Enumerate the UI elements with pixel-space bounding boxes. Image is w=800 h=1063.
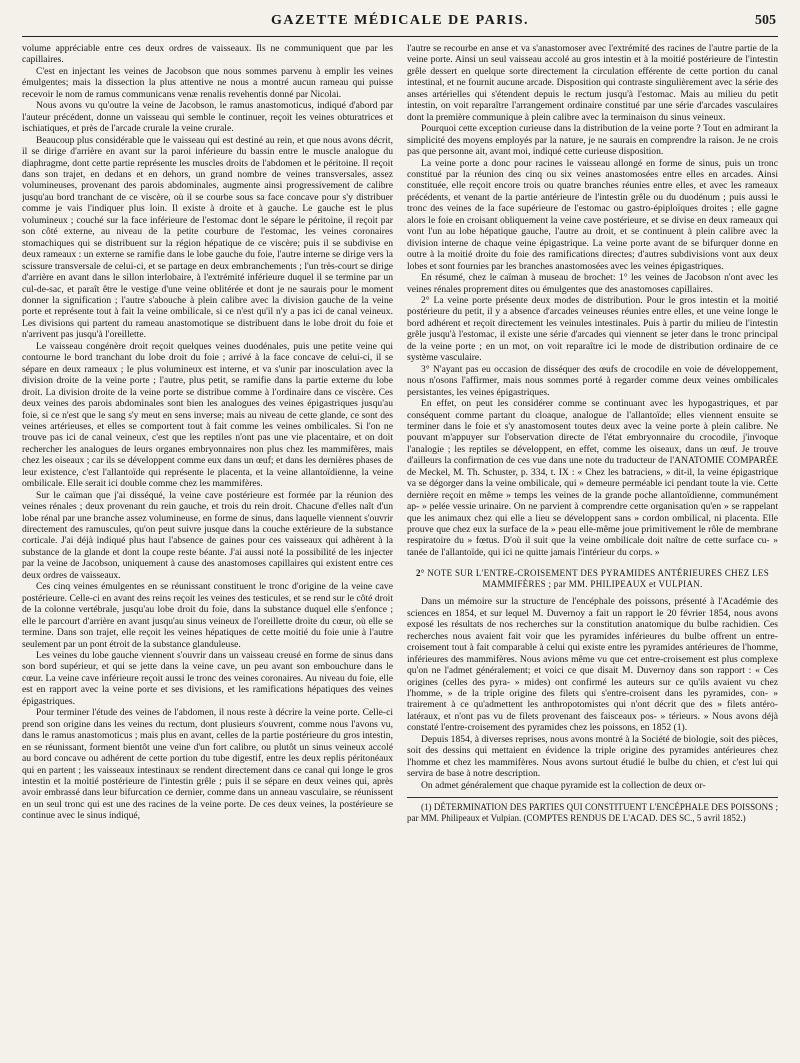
journal-title: GAZETTE MÉDICALE DE PARIS. [270, 13, 530, 28]
section-heading [407, 568, 778, 590]
summary-paragraph: En effet, on peut les considérer comme se continuant avec les hypogastriques, et par conséquent comme partant du cloaque, analogue de l'allantoïde; elles viennent ensuite se terminer dans le foie et s'y anastomosent toutes deux avec la veine porte à plein calibre. Ne pouvant m'appuyer sur l'observation directe de l'état embryonnaire du crocodile, j'invoque l'analogie ; les reptiles se développent, en effet, comme les oiseaux, dans un œuf. Je trouve d'ailleurs la confirmation de ces vue dans une note du traducteur de l'ANATOMIE COMPARÉE de Meckel, M. Th. Schuster, p. 334, t. IX : « Chez les batraciens, » dit-il, la veine épigastrique va se dégorger dans la veine ombilicale, qui » demeure perméable ici pendant toute la vie. Cette dernière reçoit en même » temps les veines de la grande poche allantoïdienne, communément ap- » pelée vessie urinaire. On ne parvient à comprendre cette organisation qu'en » se rappelant que les animaux chez qui elle a lieu se développent sans » cordon ombilical, ni placenta. Elle prouve que chez eux la surface de la » peau elle-même joue primitivement le rôle de membrane respiratoire du » fœtus. D'où il suit que la veine ombilicale doit naître de cette surface cu- » tanée de l'allantoïde, qui ici ne quitte jamais l'intérieur du corps. » [407, 398, 778, 558]
footnote-divider [407, 797, 778, 798]
body-paragraph: Dans un mémoire sur la structure de l'encéphale des poissons, présenté à l'Académie des sciences en 1854, et sur lequel M. Duvernoy a fait un rapport le 20 février 1854, nous avons exposé les résultats de nos recherches sur la constitution anatomique du bulbe rachidien. Ces recherches nous avaient fait voir que les pyramides inférieures du bulbe offrent un entre-croisement tout à fait comparable à celui qui existe entre les pyramides antérieures de l'homme, inférieures des mammifères. Nous avions même vu que cet entre-croisement est plus complexe qu'on ne l'admet généralement; et voici ce que disait M. Duvernoy dans son rapport : « Ces origines (celles des pyra- » mides) ont confirmé les auteurs sur ce qu'ils avaient vu chez l'homme, » de la triple origine des filets qui s'entre-croisent dans les pyramides, con- » trairement à ce qu'admettent les anthropotomistes qui n'ont décrit que des » filets antéro-latéraux, et n'ont pas vu de filets provenant des faisceaux pos- » térieurs. » Nous avons déjà constaté l'entre-croisement des pyramides chez les poissons, en 1852 (1). [407, 596, 778, 734]
body-paragraph: Pourquoi cette exception curieuse dans la distribution de la veine porte ? Tout en admirant la simplicité des moyens employés par la nature, je ne saurais en comprendre la raison. Je ne crois pas que personne ait, avant moi, indiqué cette curieuse disposition. [407, 123, 778, 158]
page-header [22, 10, 778, 37]
body-paragraph: La veine porte a donc pour racines le vaisseau allongé en forme de sinus, puis un tronc constitué par la réunion des cinq ou six veines anastomosées entre elles en arcades. Ainsi constituée, elle reçoit encore trois ou quatre branches réunies entre elles, et avec les rameaux précédents, et venant de la partie antérieure de l'intestin grêle ou du duodénum ; puis aussi le tronc des veines de la face supérieure de l'estomac ou gastro-épiploïques droites ; elle gagne alors le foie en croisant obliquement la veine cave postérieure, et se divise en deux rameaux qui vont l'un au lobe hépatique gauche, l'autre au droit, et se continuent à plein calibre avec la division interne de chaque veine épigastrique. La veine porte avant de se bifurquer donne en outre à la moitié droite du foie des ramifications directes; d'autres subdivisions vont aux deux lobes et sont fournies par les branches anastomosées avec les veines épigastriques. [407, 157, 778, 272]
body-paragraph: Ces cinq veines émulgentes en se réunissant constituent le tronc d'origine de la veine cave postérieure. Celle-ci en avant des reins reçoit les veines des testicules, et se rend sur le côté droit de la colonne vertébrale, jusqu'au lobe droit du foie, dans la substance duquel elle s'enfonce ; elle le parcourt d'arrière en avant jusqu'au sinus veineux de l'oreillette droite du cœur, où elle se termine. Dans son trajet, elle reçoit les veines hépatiques de cette moitié du foie unie à l'autre seulement par un pont étroit de la substance glanduleuse. [22, 581, 393, 650]
body-paragraph: Nous avons vu qu'outre la veine de Jacobson, le ramus anastomoticus, indiqué d'abord par l'auteur précédent, donne un vaisseau qui semble le continuer, reçoit les veines obturatrices et ischiatiques, et près de l'arcade crurale la veine crurale. [22, 100, 393, 135]
summary-paragraph: 3° N'ayant pas eu occasion de disséquer des œufs de crocodile en voie de développement, nous n'osons l'affirmer, mais nous sommes porté à regarder comme deux veines ombilicales persistantes, les veines épigastriques. [407, 363, 778, 398]
right-column [407, 43, 778, 1055]
summary-paragraph: 2° La veine porte présente deux modes de distribution. Pour le gros intestin et la moitié postérieure du petit, il y a absence d'arcades veineuses réunies entre elles, et une veine longe le bord adhérent et reçoit directement les veinules intestinales. Puis à partir du milieu de l'intestin grêle jusqu'à l'estomac, il existe une série d'arcades qui viennent se jeter dans le tronc principal de la veine porte ; en un mot, on voit reparaître ici le mode de distribution ordinaire de ce système vasculaire. [407, 294, 778, 364]
body-paragraph: volume appréciable entre ces deux ordres de vaisseaux. Ils ne communiquent que par les capillaires. [22, 43, 393, 66]
section-title: NOTE SUR L'ENTRE-CROISEMENT DES PYRAMIDES ANTÉRIEURES CHEZ LES MAMMIFÈRES ; par MM. PHILIPEAUX et VULPIAN. [427, 568, 770, 590]
body-paragraph: Les veines du lobe gauche viennent s'ouvrir dans un vaisseau creusé en forme de sinus dans son bord supérieur, et qui se jette dans la veine cave, un peu avant son embouchure dans le cœur. La veine cave inférieure reçoit aussi le tronc des veines coronaires. Au niveau du foie, elle est en rapport avec la veine porte et ses divisions, et les ramifications hépatiques des veines épigastriques. [22, 650, 393, 707]
body-paragraph: Depuis 1854, à diverses reprises, nous avons montré à la Société de biologie, soit des pièces, soit des dessins qui mettaient en évidence la triple origine des pyramides antérieures chez l'homme et chez les mammifères. Nous avons surtout étudié le bulbe du chien, et c'est lui qui servira de base à notre description. [407, 733, 778, 780]
left-column [22, 43, 393, 1055]
summary-paragraph: En résumé, chez le caïman à museau de brochet: 1° les veines de Jacobson n'ont avec les veines rénales proprement dites ou émulgentes que des anastomoses capillaires. [407, 272, 778, 295]
body-paragraph: On admet généralement que chaque pyramide est la collection de deux or- [421, 779, 706, 791]
page-number: 505 [755, 13, 776, 28]
body-paragraph: l'autre se recourbe en anse et va s'anastomoser avec l'extrémité des racines de l'autre partie de la veine porte. Ainsi un seul vaisseau accolé au gros intestin et à la moitié postérieure de l'intestin grêle dessert en quelque sorte directement la circulation efférente de cette portion du canal intestinal, et ne fournit aucune arcade. Disposition qui contraste singulièrement avec la série des anses artérielles qui s'étendent depuis le rectum jusqu'à l'estomac. Mais au milieu du petit intestin, on voit reparaître l'arrangement ordinaire constitué par une série d'arcades vasculaires dont la première communique à plein calibre avec la terminaison du sinus veineux. [407, 43, 778, 123]
two-column-body [22, 43, 778, 1055]
body-paragraph: Le vaisseau congénère droit reçoit quelques veines duodénales, puis une petite veine qui contourne le bord tranchant du lobe droit du foie ; arrivé à la face concave de celui-ci, il se sépare en deux rameaux ; le plus volumineux est interne, et va s'unir par inosculation avec la division droite de la veine porte ; l'autre, plus petit, se ramifie dans la partie externe du lobe droit. La division droite de la veine porte se distribue comme à l'ordinaire dans ce viscère. Ces deux veines des parois abdominales sont bien les analogues des veines épigastriques jusqu'au foie, si ce n'est que le sang s'y meut en sens inverse; mais au niveau de cette glande, ce sont des veines artérieuses, et elles se comportent tout à fait comme les veines ombilicales. Si l'on ne trouve pas ici de canal veineux, c'est que les reptiles n'ont pas une vie placentaire, et on doit rechercher les analogues de leurs organes embryonnaires non plus chez les mammifères, mais chez les oiseaux ; car ils se développent comme eux dans un œuf; et dans les dernières phases de leur existence, c'est l'allantoïde qui représente le placenta, et la veine allantoïdienne, la veine ombilicale. Elle serait ici double comme chez les mammifères. [22, 340, 393, 490]
section-number: 2° [415, 568, 425, 579]
body-paragraph: Beaucoup plus considérable que le vaisseau qui est destiné au rein, et que nous avons décrit, il se dirige d'arrière en avant sur la paroi inférieure du bassin entre le muscle analogue du diaphragme, dont cette partie représente les muscles droits de l'abdomen et le péritoine. Il reçoit dans son trajet, en dedans et en dehors, un grand nombre de veines transversales, assez volumineuses, provenant des parois abdominales, augmente ainsi progressivement de calibre jusqu'au bord tranchant de ce viscère, où il se courbe sous sa face concave pour s'y distribuer comme je vais l'indiquer plus loin. Il existe à droite et à gauche. Le gauche est le plus volumineux ; couché sur la face inférieure de l'estomac dont le sépare le péritoine, il reçoit par son côté externe, au niveau de la petite courbure de l'estomac, les veines coronaires stomachiques qui se distribuent sur la région hépatique de ce viscère; puis il se subdivise en deux rameaux : un externe se ramifie dans le lobe gauche du foie, l'autre interne se dirige vers la scissure transversale de celui-ci, et se partage en deux embranchements ; l'un très-court se dirige d'arrière en avant dans le sillon interlobaire, à l'extrémité inférieure duquel il se termine par un cul-de-sac, et paraît être le vestige d'une veine oblitérée et dont je ne saurais pour le moment donner la signification ; l'autre s'abouche à plein calibre avec la division gauche de la veine porte et représente tout à fait la veine ombilicale, si ce n'est qu'il n'y a pas ici de canal veineux. Les divisions qui partent du rameau anastomotique se distribuent dans le lobe droit du foie et n'arrivent pas jusqu'à l'oreillette. [22, 134, 393, 341]
body-paragraph: Pour terminer l'étude des veines de l'abdomen, il nous reste à décrire la veine porte. Celle-ci prend son origine dans les veines du rectum, dont plusieurs s'ouvrent, comme nous l'avons vu, dans le ramus anastomoticus ; mais plus en avant, celles de la partie postérieure du gros intestin, en se réunissant, forment bientôt une veine d'un fort calibre, ou plutôt un sinus veineux accolé au bord concave ou adhérent de cette portion du tube digestif, entre les deux replis péritonéaux qui en partent ; les vaisseaux intestinaux se rendent directement dans ce canal qui longe le gros intestin et la moitié postérieure de l'intestin grêle ; puis il se sépare en deux veines qui, après avoir embrassé dans leur bifurcation ce dernier, comme dans un anneau vasculaire, se réunissent en un seul tronc qui est une des racines de la veine porte. De ces deux veines, la postérieure se continue avec le sinus indiqué, [22, 707, 393, 822]
body-paragraph: C'est en injectant les veines de Jacobson que nous sommes parvenu à emplir les veines émulgentes; mais la dissection la plus attentive ne nous a montré aucun rameau qui puisse recevoir le nom de ramus communicans venæ renalis revehentis donné par Nicolai. [22, 65, 393, 100]
footnote-text: (1) DÉTERMINATION DES PARTIES QUI CONSTITUENT L'ENCÉPHALE DES POISSONS ; par MM. Philipeaux et Vulpian. (COMPTES RENDUS DE L'ACAD. DES SC., 5 avril 1852.) [407, 802, 778, 824]
footnote [407, 802, 778, 824]
body-paragraph: Sur le caïman que j'ai disséqué, la veine cave postérieure est formée par la réunion des veines rénales ; deux provenant du rein gauche, et trois du rein droit. Chacune d'elles naît d'un lobe rénal par une branche assez volumineuse, en forme de sinus, dans laquelle viennent s'ouvrir directement des ramuscules, qu'on peut suivre jusque dans la couche extérieure de la substance corticale. J'ai déjà indiqué plus haut l'absence de gaines pour ces vaisseaux qui adhèrent à la substance de la glande et dont la coupe reste béante. J'ai aussi noté la possibilité de les injecter par la veine de Jacobson, uniquement à cause des anastomoses capillaires qui existent entre ces deux ordres de vaisseaux. [22, 489, 393, 581]
